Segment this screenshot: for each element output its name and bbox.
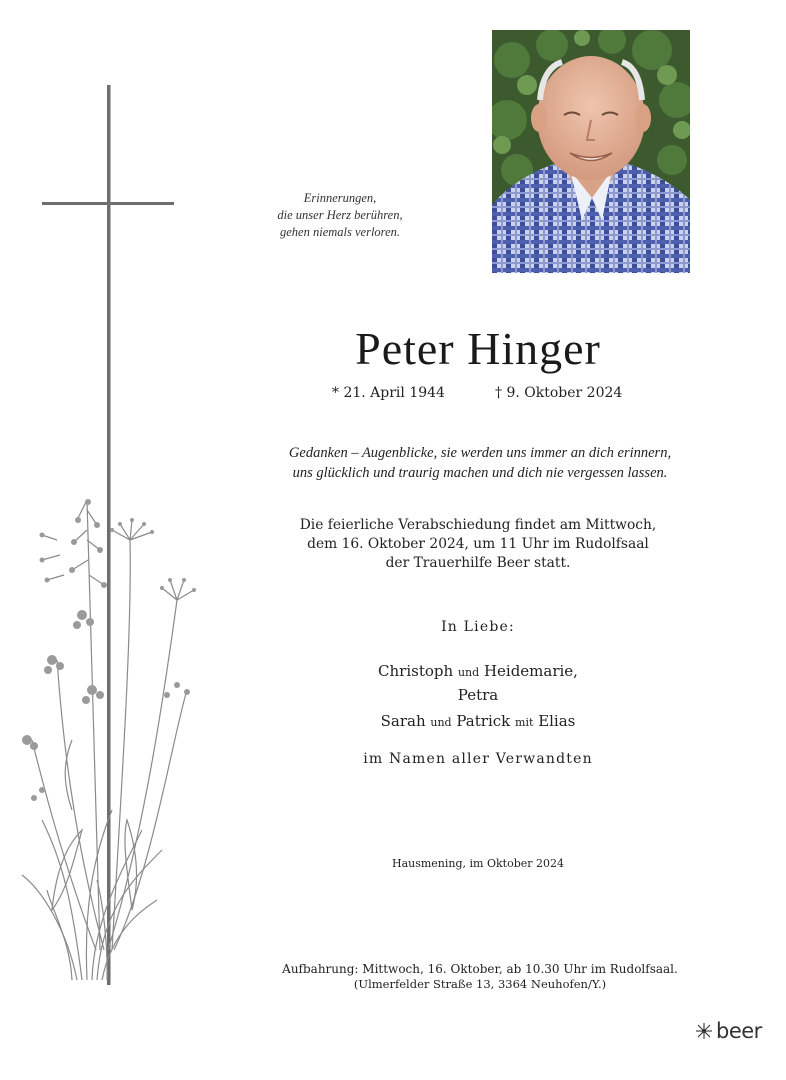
family-member: Sarah [380, 712, 426, 730]
family-member: Heidemarie, [483, 662, 578, 680]
quote-line: Erinnerungen, [303, 191, 377, 205]
viewing-address: (Ulmerfelder Straße 13, 3364 Neuhofen/Y.) [353, 977, 607, 991]
dandelion-icon [694, 1021, 714, 1041]
family-line [230, 660, 726, 684]
quote-line: die unser Herz berühren, [277, 208, 403, 222]
death-date: † 9. Oktober 2024 [495, 385, 623, 401]
farewell-ceremony-info [230, 516, 726, 573]
memorial-quote [200, 190, 480, 241]
conjunction: und [430, 716, 452, 729]
remembrance-text [220, 443, 740, 483]
family-member: Christoph [378, 662, 454, 680]
farewell-line: Die feierliche Verabschiedung findet am Mittwoch, [299, 517, 657, 533]
logo-text: beer [716, 1019, 762, 1043]
conjunction: mit [515, 716, 534, 729]
quote-line: gehen niemals verloren. [280, 225, 400, 239]
viewing-info: Aufbahrung: Mittwoch, 16. Oktober, ab 10.30 Uhr im Rudolfsaal. [282, 962, 678, 976]
deceased-name: Peter Hinger [355, 323, 601, 374]
family-member: Petra [457, 686, 499, 704]
family-member: Elias [538, 712, 576, 730]
beer-logo [694, 1016, 762, 1046]
in-love-label: In Liebe: [441, 619, 515, 635]
relatives-line: im Namen aller Verwandten [363, 751, 593, 767]
family-line [230, 684, 726, 706]
conjunction: und [457, 666, 480, 679]
remembrance-line: uns glücklich und traurig machen und dich nie vergessen lassen. [292, 465, 668, 481]
family-line [230, 710, 726, 734]
farewell-line: dem 16. Oktober 2024, um 11 Uhr im Rudolfsaal [307, 536, 649, 552]
place-and-date: Hausmening, im Oktober 2024 [391, 857, 564, 870]
farewell-line: der Trauerhilfe Beer statt. [385, 555, 571, 571]
family-member: Patrick [456, 712, 511, 730]
portrait-photo [492, 30, 690, 273]
wildflower-illustration [12, 480, 212, 990]
birth-date: * 21. April 1944 [332, 385, 445, 401]
mourning-family [230, 660, 726, 734]
remembrance-line: Gedanken – Augenblicke, sie werden uns immer an dich erinnern, [288, 445, 672, 461]
